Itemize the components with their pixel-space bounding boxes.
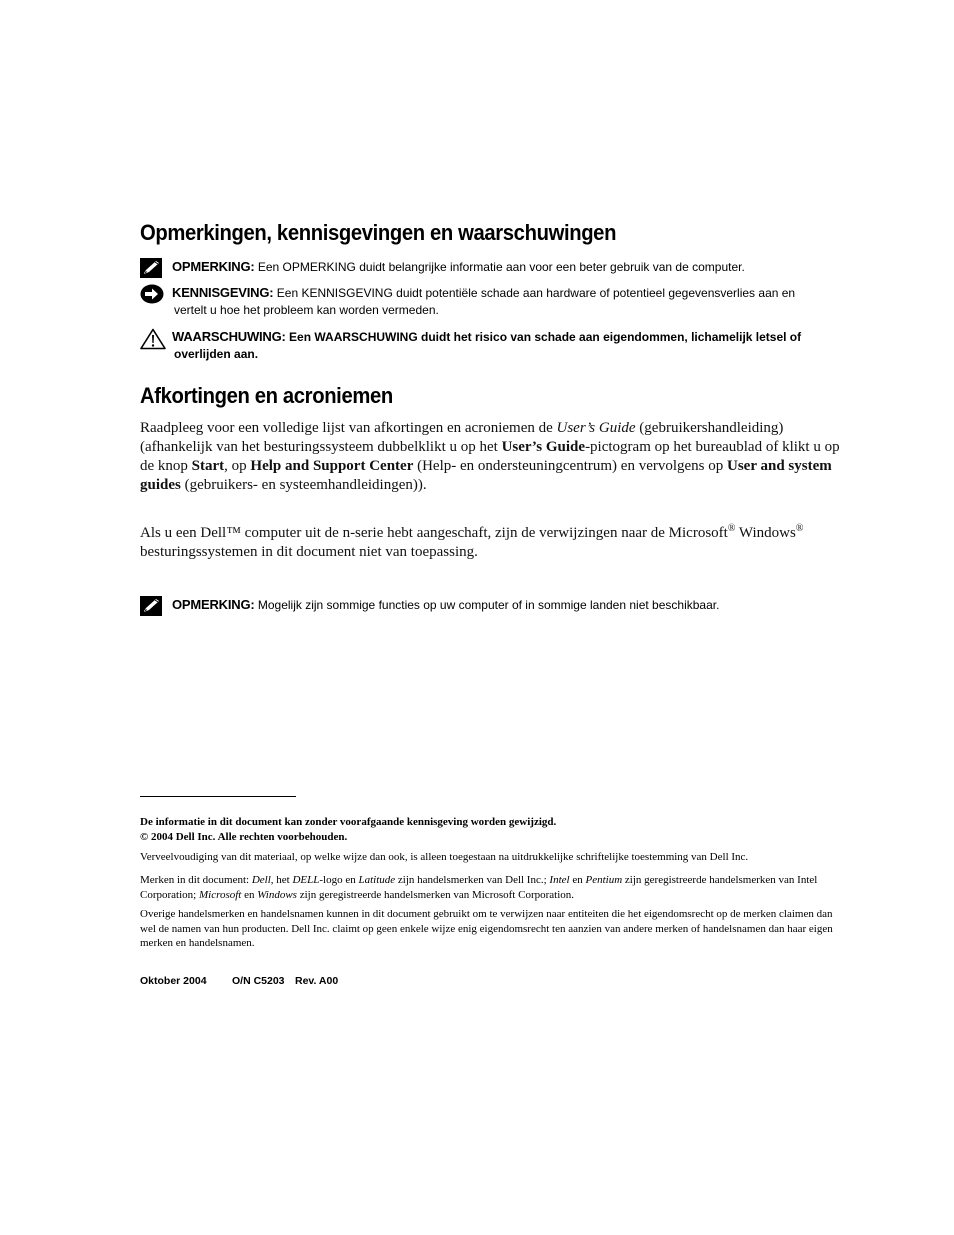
note-callout-availability <box>140 596 840 614</box>
footer-date: Oktober 2004 <box>140 975 207 987</box>
footer-part-number: O/N C5203 <box>232 975 285 987</box>
footer-revision: Rev. A00 <box>295 975 339 987</box>
notice-label: KENNISGEVING: <box>172 285 274 300</box>
note-pencil-icon <box>140 596 164 621</box>
warning-text: Een WAARSCHUWING duidt het risico van schade aan eigendommen, lichamelijk letsel of <box>289 330 802 344</box>
notice-arrow-icon <box>140 284 164 309</box>
warning-triangle-icon <box>140 328 166 355</box>
notice-callout <box>140 284 840 319</box>
user-guides-name: User and system guides <box>140 458 832 493</box>
section-title-abbreviations: Afkortingen en acroniemen <box>140 383 393 408</box>
document-footer <box>140 975 338 987</box>
section-title-notes: Opmerkingen, kennisgevingen en waarschuwingen <box>140 220 617 245</box>
legal-trademarks: Merken in dit document: Dell, het DELL-logo en Latitude zijn handelsmerken van Dell Inc.; Intel en Pentium zijn geregistreerde handelsmerken van Intel Corporation; Microsoft en Windows zijn geregistreerde handelsmerken van Microsoft Corporation. <box>140 874 818 901</box>
note-label: OPMERKING: <box>172 597 255 612</box>
notice-text: Een KENNISGEVING duidt potentiële schade aan hardware of potentieel gegevensverlies aan en <box>276 286 796 300</box>
n-series-paragraph: Als u een Dell™ computer uit de n-serie hebt aangeschaft, zijn de verwijzingen naar de Microsoft® Windows® besturingssystemen in dit document niet van toepassing. <box>140 523 804 560</box>
legal-other-trademarks: Overige handelsmerken en handelsnamen kunnen in dit document gebruikt om te verwijzen naar entiteiten die het eigendomsrecht op de merken claimen dan wel de namen van hun producten. Dell Inc. claimt op geen enkele wijze enig eigendomsrecht ten aanzien van andere merken of handelsnamen dan haar eigen merken en handelsnamen. <box>140 908 833 949</box>
note-callout <box>140 258 840 276</box>
notice-text-continued: vertelt u hoe het probleem kan worden vermeden. <box>174 303 439 317</box>
note-label: OPMERKING: <box>172 259 255 274</box>
footnote-divider <box>140 796 296 797</box>
users-guide-icon-name: User’s Guide <box>501 439 586 455</box>
legal-disclaimer: De informatie in dit document kan zonder voorafgaande kennisgeving worden gewijzigd. © 2004 Dell Inc. Alle rechten voorbehouden. <box>140 816 557 843</box>
abbreviations-paragraph: Raadpleeg voor een volledige lijst van afkortingen en acroniemen de User’s Guide (gebruikershandleiding) (afhankelijk van het besturingssysteem dubbelklikt u op het User’s Guide-pictogram op het bureaublad of klikt u op de knop Start, op Help and Support Center (Help- en ondersteuningcentrum) en vervolgens op User and system guides (gebruikers- en systeemhandleidingen)). <box>140 420 840 493</box>
note-pencil-icon <box>140 258 164 283</box>
warning-callout <box>140 328 840 363</box>
warning-label: WAARSCHUWING: <box>172 329 286 344</box>
help-center-name: Help and Support Center <box>250 458 414 474</box>
note-text: Mogelijk zijn sommige functies op uw computer of in sommige landen niet beschikbaar. <box>257 598 720 612</box>
users-guide-title: User’s Guide <box>556 420 636 436</box>
legal-reproduction: Verveelvoudiging van dit materiaal, op welke wijze dan ook, is alleen toegestaan na uitdrukkelijke schriftelijke toestemming van Dell Inc. <box>140 851 749 863</box>
warning-text-continued: overlijden aan. <box>174 347 259 361</box>
note-text: Een OPMERKING duidt belangrijke informatie aan voor een beter gebruik van de computer. <box>257 260 745 274</box>
start-button-name: Start <box>191 458 225 474</box>
